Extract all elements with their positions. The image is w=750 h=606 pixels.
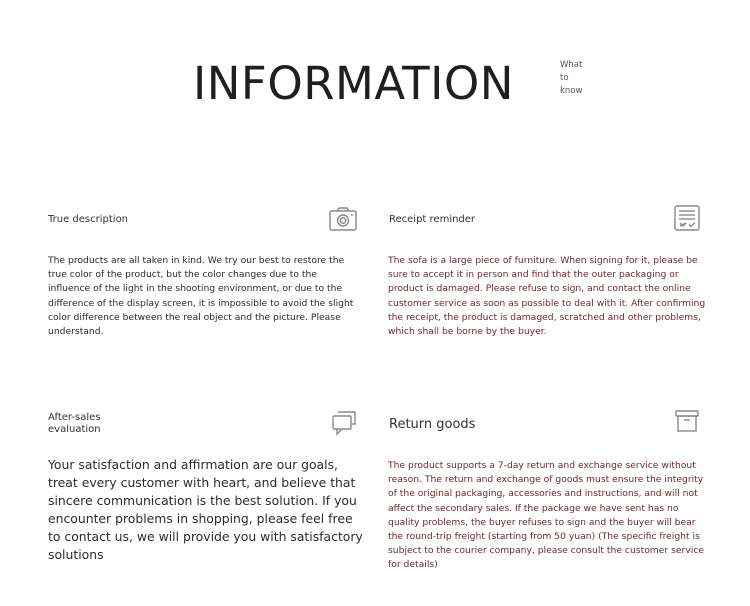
section-label-return-goods: Return goods	[389, 417, 476, 432]
subtitle-line: to	[560, 73, 569, 83]
page-title: INFORMATION	[193, 57, 514, 110]
section-label-after-sales	[48, 412, 101, 436]
section-label-receipt-reminder: Receipt reminder	[389, 214, 476, 225]
section-text-receipt-reminder: The sofa is a large piece of furniture. When signing for it, please be sure to accept it in person and find that the outer packaging or product is damaged. Please refuse to sign, and contact the online customer service as soon as possible to deal with it. After confirming the receipt, the product is damaged, scratched and other problems, which shall be borne by the buyer.	[388, 255, 706, 338]
section-text-true-description: The products are all taken in kind. We try our best to restore the true color of the product, but the color changes due to the influence of the light in the shooting environment, or due to the difference of the display screen, it is impossible to avoid the slight color difference between the real object and the picture. Please understand.	[48, 255, 354, 338]
receipt-icon	[673, 204, 701, 232]
camera-icon	[328, 205, 358, 235]
section-text-return-goods: The product supports a 7-day return and exchange service without reason. The return and exchange of goods must ensure the integrity of the original packaging, accessories and instructions, and will not affect the secondary sales. If the package we have sent has no quality problems, the buyer refuses to sign and the buyer will bear the round-trip freight (starting from 50 yuan) (The specific freight is subject to the courier company, please consult the customer service for details)	[388, 460, 705, 571]
chat-bubbles-icon	[330, 409, 358, 437]
label-line: evaluation	[48, 424, 101, 435]
label-line: After-sales	[48, 412, 101, 423]
subtitle-line: What	[560, 60, 583, 70]
section-label-true-description: True description	[48, 214, 129, 225]
subtitle-line: know	[560, 86, 583, 96]
page-subtitle	[560, 59, 600, 98]
box-icon	[674, 408, 700, 434]
section-text-after-sales: Your satisfaction and affirmation are our goals, treat every customer with heart, and believe that sincere communication is the best solution. If you encounter problems in shopping, please feel free to contact us, we will provide you with satisfactory solutions	[48, 457, 363, 562]
